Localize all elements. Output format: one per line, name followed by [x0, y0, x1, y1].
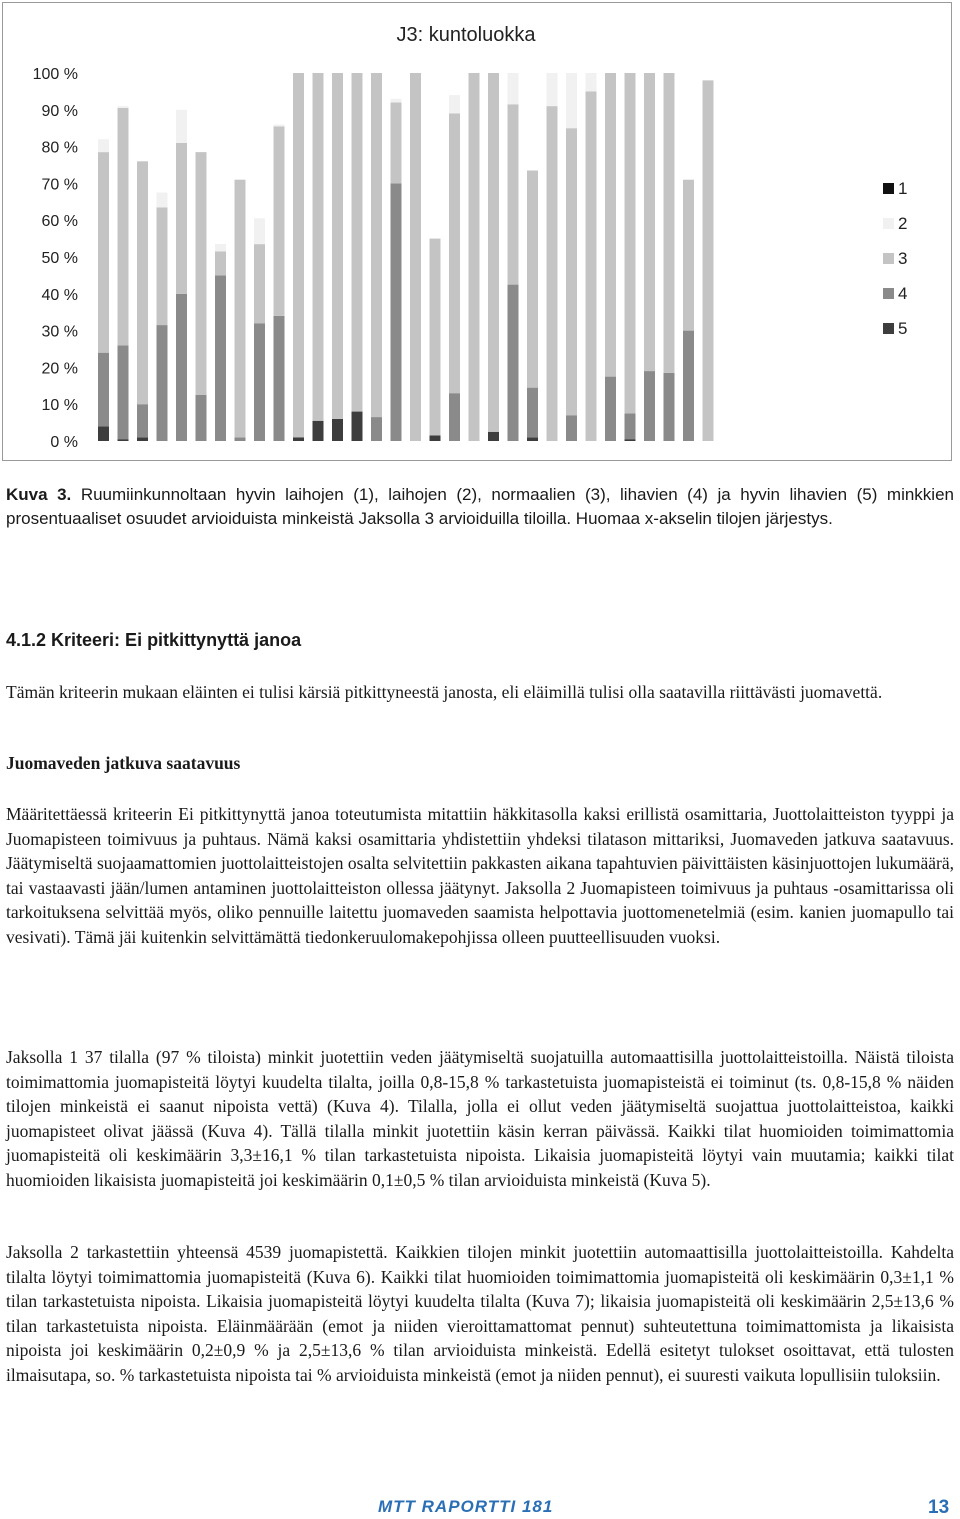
bar-segment-2 [508, 73, 519, 104]
bar-segment-5 [527, 437, 538, 441]
bar-segment-4 [235, 437, 246, 441]
bar-segment-3 [118, 108, 129, 345]
chart-frame [2, 2, 952, 461]
legend-swatch-2 [883, 218, 894, 229]
bar-segment-4 [274, 316, 285, 441]
bar-segment-5 [332, 419, 343, 441]
bar-segment-4 [254, 323, 265, 441]
y-tick-label: 70 % [41, 176, 78, 194]
bar-segment-3 [664, 73, 675, 373]
bar-segment-2 [274, 125, 285, 127]
y-tick-label: 100 % [32, 66, 78, 83]
y-tick-label: 30 % [41, 323, 78, 341]
legend-swatch-4 [883, 288, 894, 299]
bar-segment-2 [118, 106, 129, 108]
bar-segment-4 [683, 331, 694, 441]
bar-segment-5 [488, 432, 499, 441]
bar-segment-3 [644, 73, 655, 371]
bar-segment-5 [293, 437, 304, 441]
bar-segment-4 [391, 183, 402, 441]
bar-segment-4 [157, 325, 168, 441]
bar-segment-3 [274, 126, 285, 316]
bar-segment-3 [371, 73, 382, 417]
bar-segment-4 [527, 388, 538, 438]
bar-segment-3 [469, 73, 480, 441]
bar-segment-3 [625, 73, 636, 413]
bar-segment-5 [98, 426, 109, 441]
bar-segment-3 [410, 73, 421, 441]
bar-segment-4 [371, 417, 382, 441]
legend-label: 2 [898, 214, 908, 233]
y-tick-label: 20 % [41, 360, 78, 378]
footer-title: MTT RAPORTTI 181 [378, 1497, 554, 1516]
bar-segment-5 [137, 437, 148, 441]
bar-segment-3 [157, 207, 168, 325]
bar-segment-3 [566, 128, 577, 415]
bar-segment-3 [235, 180, 246, 438]
bar-segment-3 [586, 91, 597, 441]
bar-segment-3 [391, 102, 402, 183]
bar-segment-3 [196, 152, 207, 395]
bar-segment-3 [449, 113, 460, 393]
bar-segment-2 [215, 244, 226, 251]
bar-segment-4 [215, 275, 226, 441]
bar-segment-5 [118, 439, 129, 441]
bar-segment-2 [176, 110, 187, 143]
section-intro: Tämän kriteerin mukaan eläinten ei tulisi kärsiä pitkittyneestä janosta, eli eläimillä tulisi olla saatavilla riittävästi juomavettä. [6, 682, 883, 702]
bar-segment-4 [566, 415, 577, 441]
bar-segment-3 [254, 244, 265, 323]
y-tick-label: 0 % [50, 434, 78, 451]
y-tick-label: 80 % [41, 139, 78, 157]
bar-segment-4 [605, 377, 616, 441]
y-tick-label: 90 % [41, 102, 78, 120]
bar-segment-4 [118, 345, 129, 439]
bar-segment-5 [430, 435, 441, 441]
bar-segment-4 [137, 404, 148, 437]
bar-segment-4 [98, 353, 109, 427]
legend-label: 5 [898, 319, 908, 338]
bar-segment-3 [547, 106, 558, 441]
bar-segment-3 [215, 251, 226, 275]
paragraph-1: Määritettäessä kriteerin Ei pitkittynyttä janoa toteutumista mitattiin häkkitasolla kaksi erillistä osamittaria, Juottolaitteiston tyyppi ja Juomapisteen toimivuus ja puhtaus. Nämä kaksi osamittaria yhdistettiin yhdeksi tilatason mittariksi, Juomaveden jatkuva saatavuus. Jäätymiseltä suojaamattomien juottolaitteistojen osalta selvitettiin pakkasten aikana tapahtuvien päivittäisten käsinjuottojen lukumäärä, tai vastaavasti jään/lumen antaminen juottolaitteiston ollessa jäätynyt. Jaksolla 2 Juomapisteen toimivuus ja puhtaus -osamittarissa oli tarkoituksena selvittää myös, oliko pennuille laitettu juomaveden saamista helpottavia juottomenetelmiä (esim. kanien juomapullo tai vesivati). Tämä jäi kuitenkin selvittämättä tiedonkeruulomakepohjissa olleen puutteellisuuden vuoksi. [6, 804, 954, 947]
bar-segment-3 [137, 161, 148, 404]
bar-segment-4 [664, 373, 675, 441]
stacked-bar-chart [3, 3, 953, 462]
bar-segment-3 [293, 73, 304, 437]
bar-segment-5 [625, 439, 636, 441]
caption-text: Ruumiinkunnoltaan hyvin laihojen (1), laihojen (2), normaalien (3), lihavien (4) ja hyvin lihavien (5) minkkien prosentuaaliset osuudet arvioiduista minkeistä Jaksolla 3 arvioiduilla tiloilla. Huomaa x-akselin tilojen järjestys. [6, 485, 954, 528]
bar-segment-2 [547, 73, 558, 106]
figure-caption [6, 483, 954, 531]
bar-segment-2 [254, 218, 265, 244]
legend-label: 3 [898, 249, 908, 268]
y-tick-label: 40 % [41, 286, 78, 304]
bar-segment-2 [98, 139, 109, 152]
bar-segment-4 [196, 395, 207, 441]
y-tick-label: 50 % [41, 250, 78, 267]
bar-segment-3 [430, 239, 441, 436]
page-number: 13 [928, 1497, 950, 1518]
bar-segment-3 [332, 73, 343, 419]
bar-segment-2 [391, 99, 402, 103]
bar-segment-4 [176, 294, 187, 441]
legend-label: 4 [898, 284, 908, 303]
bar-segment-4 [508, 285, 519, 441]
y-tick-label: 60 % [41, 213, 78, 231]
bar-segment-3 [703, 80, 714, 441]
bar-segment-3 [683, 180, 694, 331]
caption-label: Kuva 3. [6, 485, 72, 504]
paragraph-2: Jaksolla 1 37 tilalla (97 % tiloista) minkit juotettiin veden jäätymiseltä suojatuilla automaattisilla juottolaitteistoilla. Näistä tiloista toimimattomia juomapisteitä löytyi kuudelta tilalta, joilla 0,8-15,8 % tarkastetuista juomapisteistä ei toiminut (ts. 0,8-15,8 % näiden tilojen minkeistä ei saanut nipoista vettä) (Kuva 4). Tilalla, jolla ei ollut veden jäätymiseltä suojattua juottolaitteistoa, kaikki juomapisteet olivat jäässä (Kuva 4). Tällä tilalla minkit juotettiin käsin kerran päivässä. Kaikki tilat huomioiden toimimattomia juomapisteitä oli keskimäärin 3,3±16,1 % tilan tarkastetuista nipoista. Likaisia juomapisteitä löytyi vain muutamia; kaikki tilat huomioiden likaisista juomapisteitä joi keskimäärin 0,1±0,5 % tilan arvioiduista minkeistä (Kuva 5). [6, 1047, 954, 1190]
bar-segment-3 [508, 104, 519, 284]
bar-segment-2 [566, 73, 577, 128]
bar-segment-5 [352, 412, 363, 441]
bar-segment-3 [98, 152, 109, 353]
chart-title: J3: kuntoluokka [396, 24, 536, 46]
bar-segment-4 [625, 413, 636, 439]
bar-segment-3 [527, 171, 538, 388]
bar-segment-3 [605, 73, 616, 377]
bar-segment-4 [644, 371, 655, 441]
bar-segment-2 [586, 73, 597, 91]
bar-segment-4 [449, 393, 460, 441]
bar-segment-5 [313, 421, 324, 441]
paragraph-3: Jaksolla 2 tarkastettiin yhteensä 4539 juomapistettä. Kaikkien tilojen minkit juotettiin automaattisilla juottolaitteistoilla. Kahdelta tilalta löytyi toimimattomia juomapisteitä (Kuva 6). Kaikki tilat huomioiden toimimattomia juomapisteitä oli keskimäärin 0,3±1,1 % tilan tarkastetuista nipoista. Likaisia juomapisteitä löytyi kuudelta tilalta (Kuva 7); likaisia juomapisteitä oli keskimäärin 2,5±13,6 % tilan tarkastetuista nipoista. Eläinmäärään (emot ja niiden vieroittamattomat pennut) suhteutettuna toimimattomista ja likaisista nipoista joi keskimäärin 0,2±0,9 % ja 2,5±13,6 % tilan arvioiduista minkeistä. Edellä esitetyt tulokset osoittavat, että tulosten ilmaisutapa, so. % tarkastetuista nipoista tai % arvioiduista minkeistä (emot ja niiden pennut), ei suuresti vaikuta lopullisiin tuloksiin. [6, 1242, 954, 1385]
bar-segment-2 [157, 193, 168, 208]
bar-segment-3 [313, 73, 324, 421]
legend-swatch-3 [883, 253, 894, 264]
bar-segment-2 [449, 95, 460, 113]
legend-swatch-1 [883, 183, 894, 194]
section-heading: 4.1.2 Kriteeri: Ei pitkittynyttä janoa [6, 630, 302, 650]
subheading: Juomaveden jatkuva saatavuus [6, 753, 241, 773]
bar-segment-3 [176, 143, 187, 294]
bar-segment-3 [488, 73, 499, 432]
legend-swatch-5 [883, 323, 894, 334]
legend-label: 1 [898, 179, 908, 198]
y-tick-label: 10 % [41, 397, 78, 415]
bar-segment-3 [352, 73, 363, 412]
